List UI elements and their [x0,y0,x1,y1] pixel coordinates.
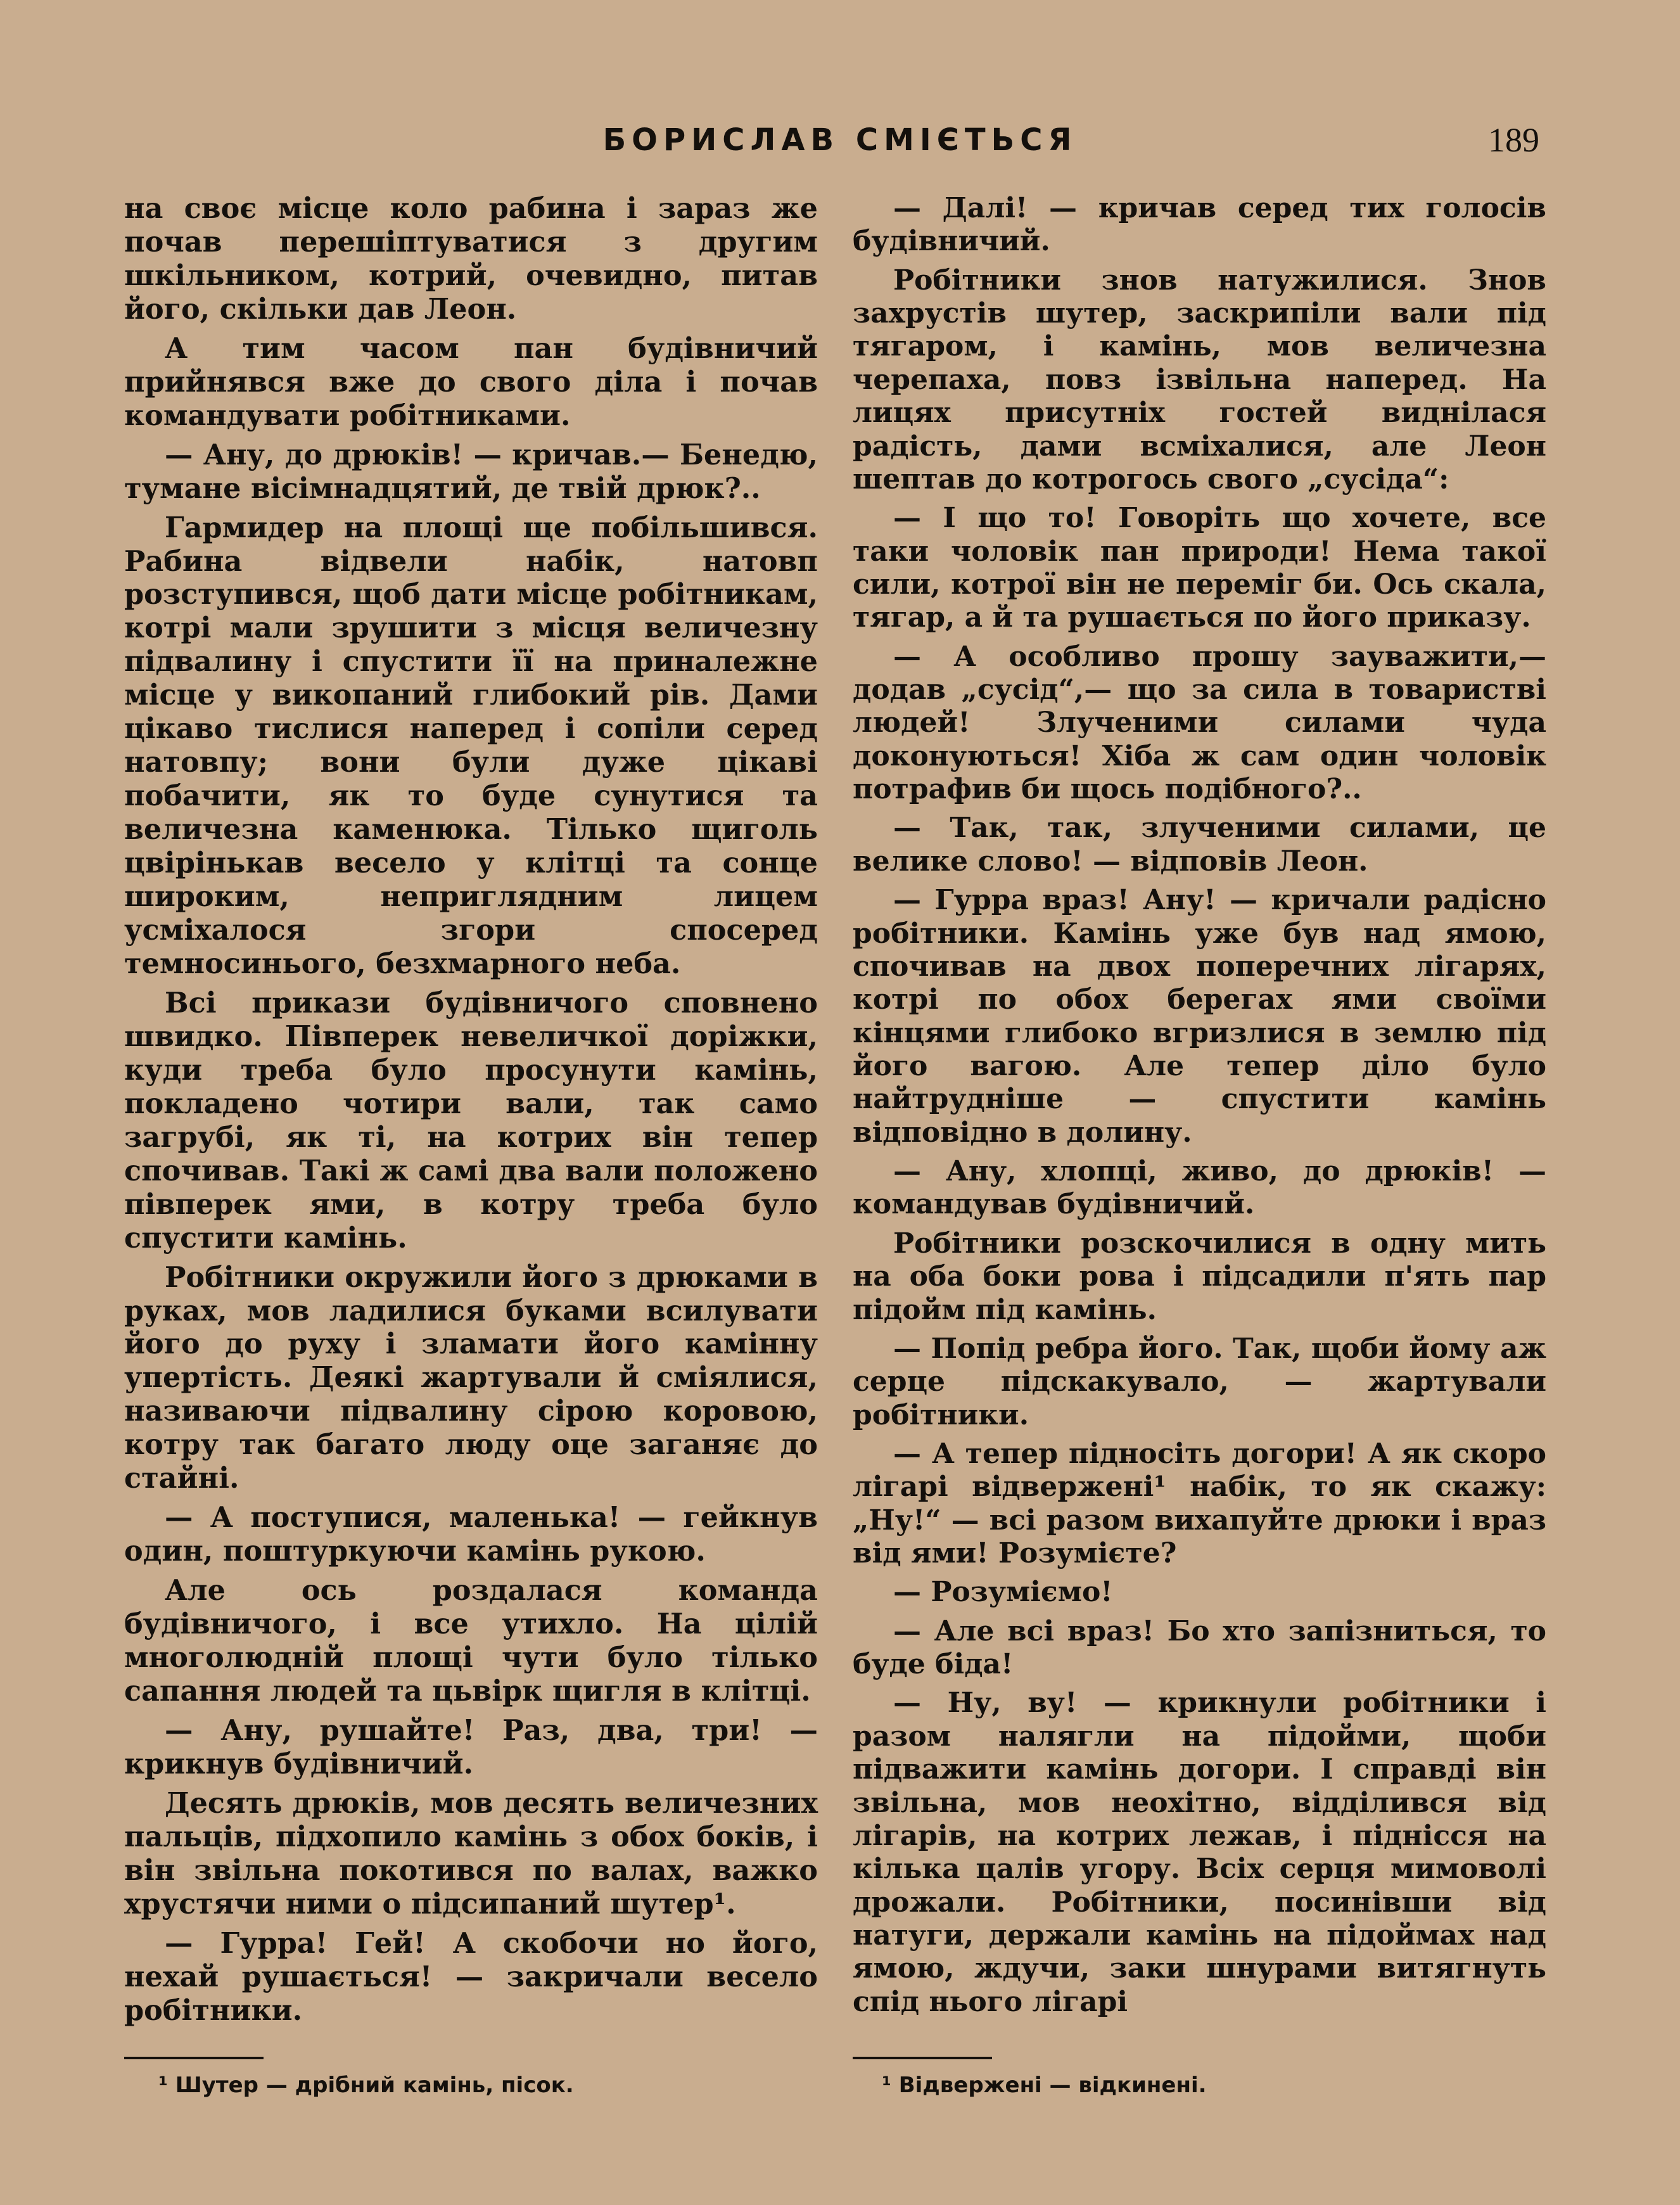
paragraph: — І що то! Говоріть що хочете, все таки чоловік пан природи! Нема такої сили, котрої він не переміг би. Ось скала, тягар, а й та рушається по його приказу. [853,502,1546,634]
footnote-divider [853,2057,992,2059]
paragraph: — Так, так, злученими силами, це велике слово! — відповів Леон. [853,812,1546,878]
paragraph: — Далі! — кричав серед тих голосів будівничий. [853,192,1546,258]
paragraph: Робітники розскочилися в одну мить на оба боки рова і підсадили п'ять пар підойм під камінь. [853,1227,1546,1326]
paragraph: — А особливо прошу зауважити,— додав „сусід“,— що за сила в товаристві людей! Злученими силами чуда доконуються! Хіба ж сам один чоловік потрафив би щось подібного?.. [853,640,1546,806]
paragraph: — Ану, хлопці, живо, до дрюків! — командував будівничий. [853,1155,1546,1221]
paragraph: — Розуміємо! [893,1576,1113,1609]
page-number: 189 [1488,121,1539,159]
paragraph: — Ану, до дрюків! — кричав.— Бенедю, тумане вісімнадцятий, де твій дрюк?.. [124,438,818,505]
paragraph: на своє місце коло рабина і зараз же почав перешіптуватися з другим шкільником, котрий, очевидно, питав його, скільки дав Леон. [124,192,818,326]
paragraph: — А тепер підносіть догори! А як скоро лігарі відвержені¹ набік, то як скажу: „Ну!“ — всі разом вихапуйте дрюки і враз від ями! Розумієте? [853,1437,1546,1570]
paragraph: Робітники окружили його з дрюками в руках, мов ладилися буками всилувати його до руху і зламати його камінну упертість. Деякі жартували й сміялися, називаючи підвалину сірою коровою, котру так багато люду оце заганяє до стайні. [124,1260,818,1495]
paragraph: — Але всі враз! Бо хто запізниться, то буде біда! [853,1614,1546,1681]
paragraph: — А поступися, маленька! — гейкнув один, поштуркуючи камінь рукою. [124,1501,818,1568]
footnote-right: ¹ Відвержені — відкинені. [882,2073,1207,2098]
footnote-divider [124,2057,264,2059]
paragraph: — Ну, ву! — крикнули робітники і разом налягли на підойми, щоби підважити камінь догори. І справді він звільна, мов неохітно, відділився від лігарів, на котрих лежав, і піднісся на кілька цалів угору. Всіх серця мимоволі дрожали. Робітники, посинівши від натуги, держали камінь на підоймах над ямою, ждучи, заки шнурами витягнуть спід нього лігарі [853,1687,1546,2018]
running-title: БОРИСЛАВ СМІЄТЬСЯ [602,122,1078,158]
paragraph: Робітники знов натужилися. Знов захрустів шутер, заскрипіли вали під тягаром, і камінь, мов величезна черепаха, повз ізвільна наперед. На лицях присутніх гостей виднілася радість, дами всміхалися, але Леон шептав до котрогось свого „сусіда“: [853,264,1546,495]
paragraph: Десять дрюків, мов десять величезних пальців, підхопило камінь з обох боків, і він звільна покотився по валах, важко хрустячи ними о підсипаний шутер¹. [124,1786,818,1921]
paragraph: — Гурра! Гей! А скобочи но його, нехай рушається! — закричали весело робітники. [124,1926,818,2027]
paragraph: А тим часом пан будівничий прийнявся вже до свого діла і почав командувати робітниками. [124,331,818,432]
paragraph: — Ану, рушайте! Раз, два, три! — крикнув будівничий. [124,1713,818,1780]
paragraph: Але ось роздалася команда будівничого, і все утихло. На цілій многолюдній площі чути було тілько сапання людей та цьвірк щигля в клітці. [124,1574,818,1708]
paragraph: Всі прикази будівничого сповнено швидко. Півперек невеличкої доріжки, куди треба було просунути камінь, покладено чотири вали, так само загрубі, як ті, на котрих він тепер спочивав. Такі ж самі два вали положено півперек ями, в котру треба було спустити камінь. [124,986,818,1255]
paragraph: — Гурра враз! Ану! — кричали радісно робітники. Камінь уже був над ямою, спочивав на двох поперечних лігарях, котрі по обох берегах ями своїми кінцями глибоко вгризлися в землю під його вагою. Але тепер діло було найтрудніше — спустити камінь відповідно в долину. [853,884,1546,1149]
right-column [853,192,1546,2024]
footnote-left: ¹ Шутер — дрібний камінь, пісок. [158,2073,574,2098]
paragraph: Гармидер на площі ще побільшився. Рабина відвели набік, натовп розступився, щоб дати місце робітникам, котрі мали зрушити з місця величезну підвалину і спустити її на приналежне місце у викопаний глибокий рів. Дами цікаво тислися наперед і сопіли серед натовпу; вони були дуже цікаві побачити, як то буде сунутися та величезна каменюка. Тілько щиголь цвірінькав весело у клітці та сонце широким, неприглядним лицем усміхалося згори спосеред темносинього, безхмарного неба. [124,511,818,980]
left-column [124,192,818,2033]
paragraph: — Попід ребра його. Так, щоби йому аж серце підскакувало, — жартували робітники. [853,1332,1546,1431]
